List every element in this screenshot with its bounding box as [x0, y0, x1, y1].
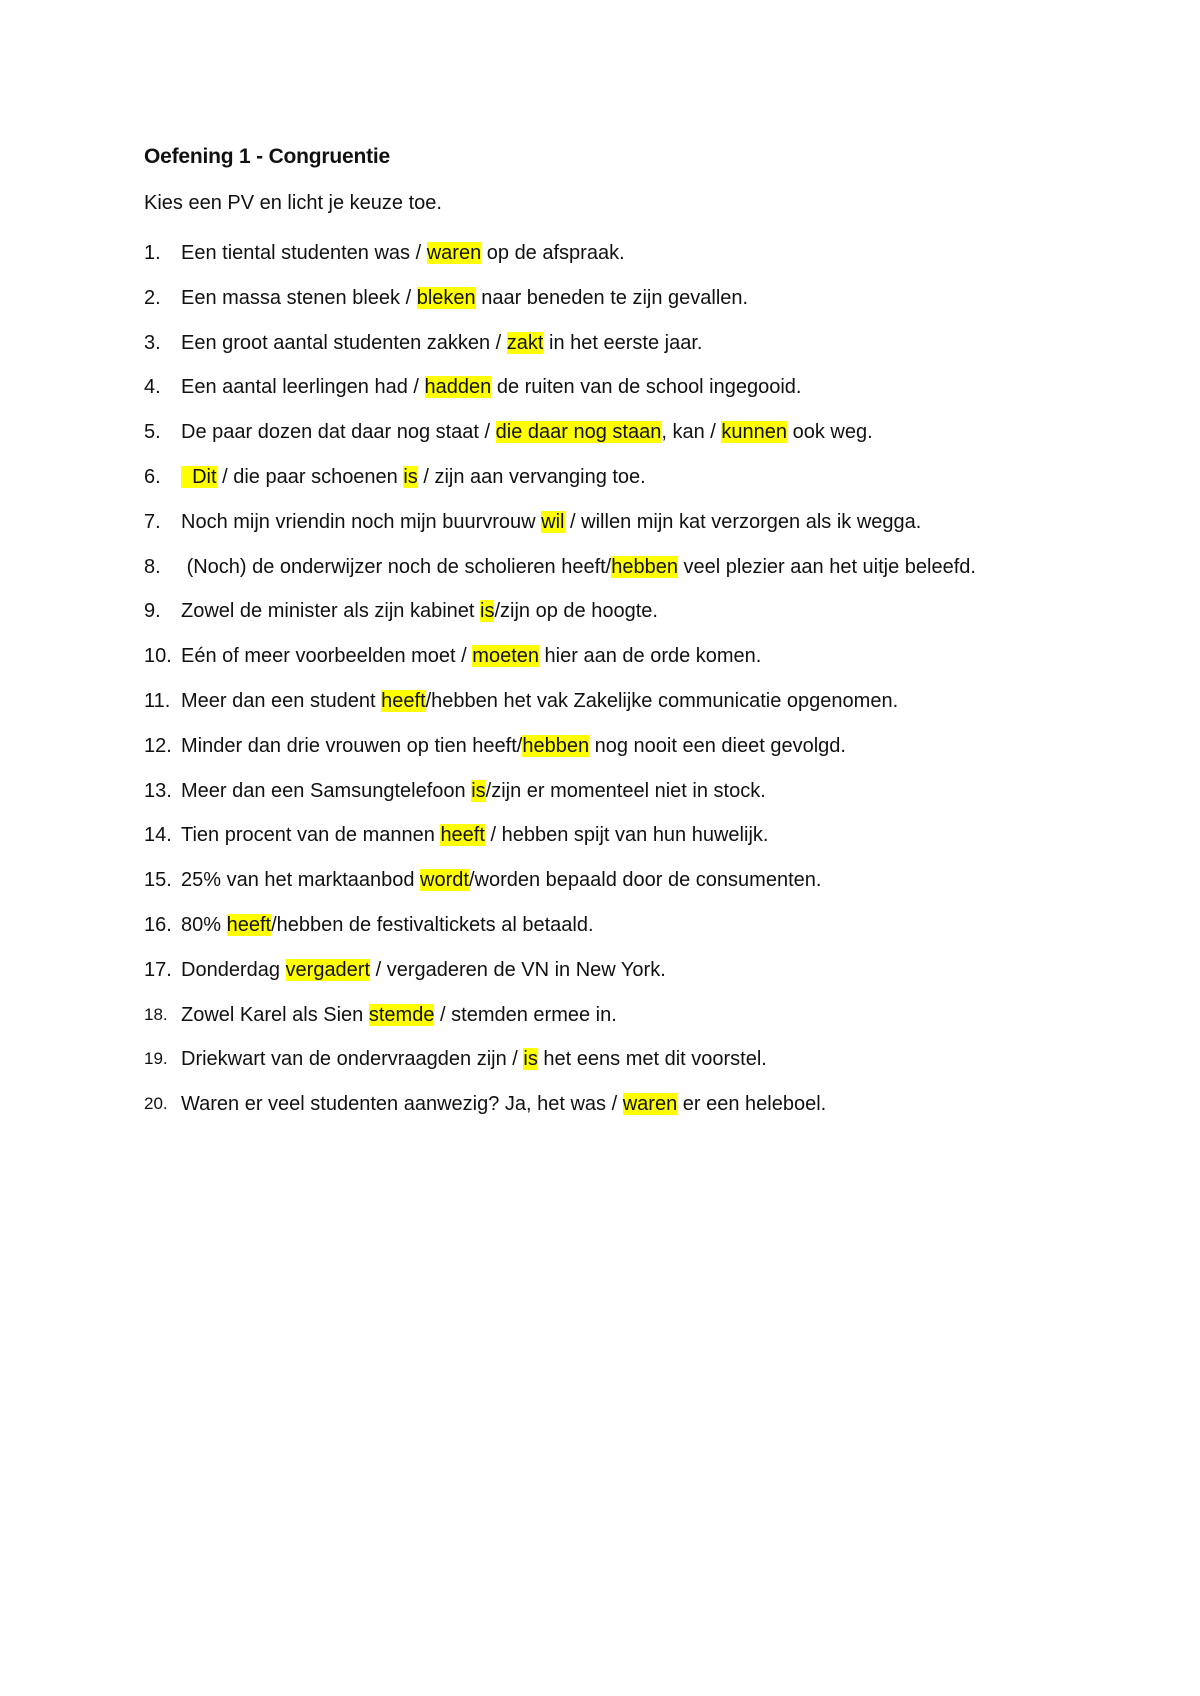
item-text — [181, 645, 761, 667]
sentence-text: Donderdag — [181, 958, 286, 981]
highlighted-answer: zakt — [506, 331, 544, 354]
sentence-text: ook weg. — [787, 421, 873, 444]
sentence-text: (Noch) de onderwijzer noch de scholieren heeft/ — [181, 555, 612, 578]
sentence-text: Minder dan drie vrouwen op tien heeft/ — [181, 734, 523, 757]
item-text — [181, 824, 768, 846]
sentence-text: Meer dan een student — [181, 689, 382, 712]
list-item — [144, 1037, 1074, 1082]
sentence-text: in het eerste jaar. — [543, 331, 703, 354]
item-number: 12. — [144, 734, 172, 757]
item-text — [181, 1004, 617, 1026]
highlighted-answer: hebben — [522, 734, 590, 757]
highlighted-answer: waren — [426, 242, 482, 264]
sentence-text: 25% van het marktaanbod — [181, 869, 421, 892]
item-text — [181, 1048, 767, 1070]
list-item — [144, 545, 1074, 590]
list-item — [144, 231, 1074, 276]
item-number: 15. — [144, 869, 172, 892]
item-number: 10. — [144, 645, 172, 668]
item-number: 14. — [144, 824, 172, 847]
item-number: 11. — [144, 689, 171, 712]
item-text — [181, 959, 666, 981]
sentence-text: de ruiten van de school ingegooid. — [491, 376, 802, 399]
item-text — [181, 600, 658, 622]
sentence-text: Een groot aantal studenten zakken / — [181, 331, 507, 354]
list-item — [144, 455, 1074, 500]
item-number: 5. — [144, 421, 161, 444]
highlighted-answer: is — [480, 600, 495, 623]
item-number: 2. — [144, 286, 161, 309]
sentence-text: Noch mijn vriendin noch mijn buurvrouw — [181, 510, 542, 533]
sentence-text: / die paar schoenen — [216, 465, 404, 488]
exercise-instruction: Kies een PV en licht je keuze toe. — [144, 192, 442, 214]
list-item — [144, 634, 1074, 679]
sentence-text: Een aantal leerlingen had / — [181, 376, 425, 399]
highlighted-answer: is — [523, 1048, 538, 1071]
item-text — [181, 556, 976, 578]
sentence-text: op de afspraak. — [481, 242, 625, 264]
exercise-title: Oefening 1 - Congruentie — [144, 145, 391, 168]
item-text — [181, 421, 873, 443]
sentence-text: 80% — [181, 913, 227, 936]
item-number: 1. — [144, 242, 161, 264]
sentence-text: / hebben spijt van hun huwelijk. — [484, 824, 769, 847]
highlighted-answer: bleken — [416, 286, 476, 309]
sentence-text: Zowel Karel als Sien — [181, 1003, 369, 1026]
item-text — [181, 690, 898, 712]
sentence-text: het eens met dit voorstel. — [537, 1048, 767, 1071]
list-item — [144, 769, 1074, 814]
list-item — [144, 948, 1074, 993]
list-item — [144, 858, 1074, 903]
item-text — [181, 242, 625, 264]
exercise-list — [144, 231, 1074, 1127]
item-number: 9. — [144, 600, 161, 623]
item-number: 19. — [144, 1049, 168, 1069]
list-item — [144, 321, 1074, 366]
sentence-text: /hebben het vak Zakelijke communicatie opgenomen. — [425, 689, 899, 712]
list-item — [144, 903, 1074, 948]
highlighted-answer: is — [403, 465, 418, 488]
sentence-text: / stemden ermee in. — [434, 1003, 617, 1026]
list-item — [144, 679, 1074, 724]
sentence-text: Een massa stenen bleek / — [181, 286, 417, 309]
list-item — [144, 276, 1074, 321]
item-text — [181, 869, 821, 891]
list-item — [144, 589, 1074, 634]
highlighted-answer: wordt — [420, 869, 469, 892]
item-text — [181, 914, 594, 936]
list-item — [144, 1082, 1074, 1127]
sentence-text: /hebben de festivaltickets al betaald. — [271, 913, 594, 936]
highlighted-answer: stemde — [368, 1003, 435, 1026]
sentence-text: Eén of meer voorbeelden moet / — [181, 645, 473, 668]
highlighted-answer: kunnen — [721, 421, 788, 444]
sentence-text: De paar dozen dat daar nog staat / — [181, 421, 496, 444]
item-number: 8. — [144, 555, 161, 578]
highlighted-answer: waren — [622, 1093, 678, 1116]
sentence-text: veel plezier aan het uitje beleefd. — [678, 555, 976, 578]
list-item — [144, 410, 1074, 455]
highlighted-answer: wil — [541, 510, 565, 533]
list-item — [144, 500, 1074, 545]
sentence-text: , kan / — [661, 421, 722, 444]
list-item — [144, 813, 1074, 858]
sentence-text: Tien procent van de mannen — [181, 824, 441, 847]
sentence-text: Waren er veel studenten aanwezig? Ja, het was / — [181, 1093, 623, 1116]
sentence-text: Meer dan een Samsungtelefoon — [181, 779, 472, 802]
highlighted-answer: is — [471, 779, 486, 802]
highlighted-answer: vergadert — [285, 958, 371, 981]
highlighted-answer: heeft — [381, 689, 426, 712]
highlighted-answer: hadden — [424, 376, 492, 399]
item-text — [181, 376, 802, 398]
item-text — [181, 1093, 826, 1115]
item-text — [181, 466, 646, 488]
highlighted-answer: hebben — [611, 555, 678, 578]
highlighted-answer: die daar nog staan — [495, 421, 662, 444]
list-item — [144, 724, 1074, 769]
highlighted-answer: Dit — [181, 465, 217, 488]
sentence-text: hier aan de orde komen. — [539, 645, 762, 668]
document-content — [144, 142, 1074, 1127]
item-text — [181, 780, 766, 802]
sentence-text: naar beneden te zijn gevallen. — [475, 286, 749, 309]
sentence-text: er een heleboel. — [677, 1093, 827, 1116]
sentence-text: Een tiental studenten was / — [181, 242, 427, 264]
sentence-text: /zijn er momenteel niet in stock. — [485, 779, 766, 802]
highlighted-answer: moeten — [472, 645, 539, 668]
sentence-text: / willen mijn kat verzorgen als ik wegga. — [564, 510, 922, 533]
item-number: 6. — [144, 465, 161, 488]
item-text — [181, 735, 846, 757]
sentence-text: / zijn aan vervanging toe. — [417, 465, 646, 488]
sentence-text: / vergaderen de VN in New York. — [370, 958, 666, 981]
list-item — [144, 365, 1074, 410]
sentence-text: nog nooit een dieet gevolgd. — [589, 734, 846, 757]
item-number: 20. — [144, 1094, 168, 1114]
item-number: 13. — [144, 779, 172, 802]
sentence-text: Zowel de minister als zijn kabinet — [181, 600, 481, 623]
item-text — [181, 287, 748, 309]
item-text — [181, 332, 702, 354]
item-number: 3. — [144, 331, 161, 354]
item-number: 17. — [144, 958, 172, 981]
item-number: 16. — [144, 913, 172, 936]
list-item — [144, 993, 1074, 1038]
sentence-text: Driekwart van de ondervraagden zijn / — [181, 1048, 524, 1071]
item-number: 18. — [144, 1004, 168, 1024]
item-number: 7. — [144, 510, 161, 533]
sentence-text: /worden bepaald door de consumenten. — [468, 869, 822, 892]
highlighted-answer: heeft — [440, 824, 485, 847]
sentence-text: /zijn op de hoogte. — [494, 600, 658, 623]
highlighted-answer: heeft — [226, 913, 272, 936]
item-number: 4. — [144, 376, 161, 399]
item-text — [181, 511, 921, 533]
